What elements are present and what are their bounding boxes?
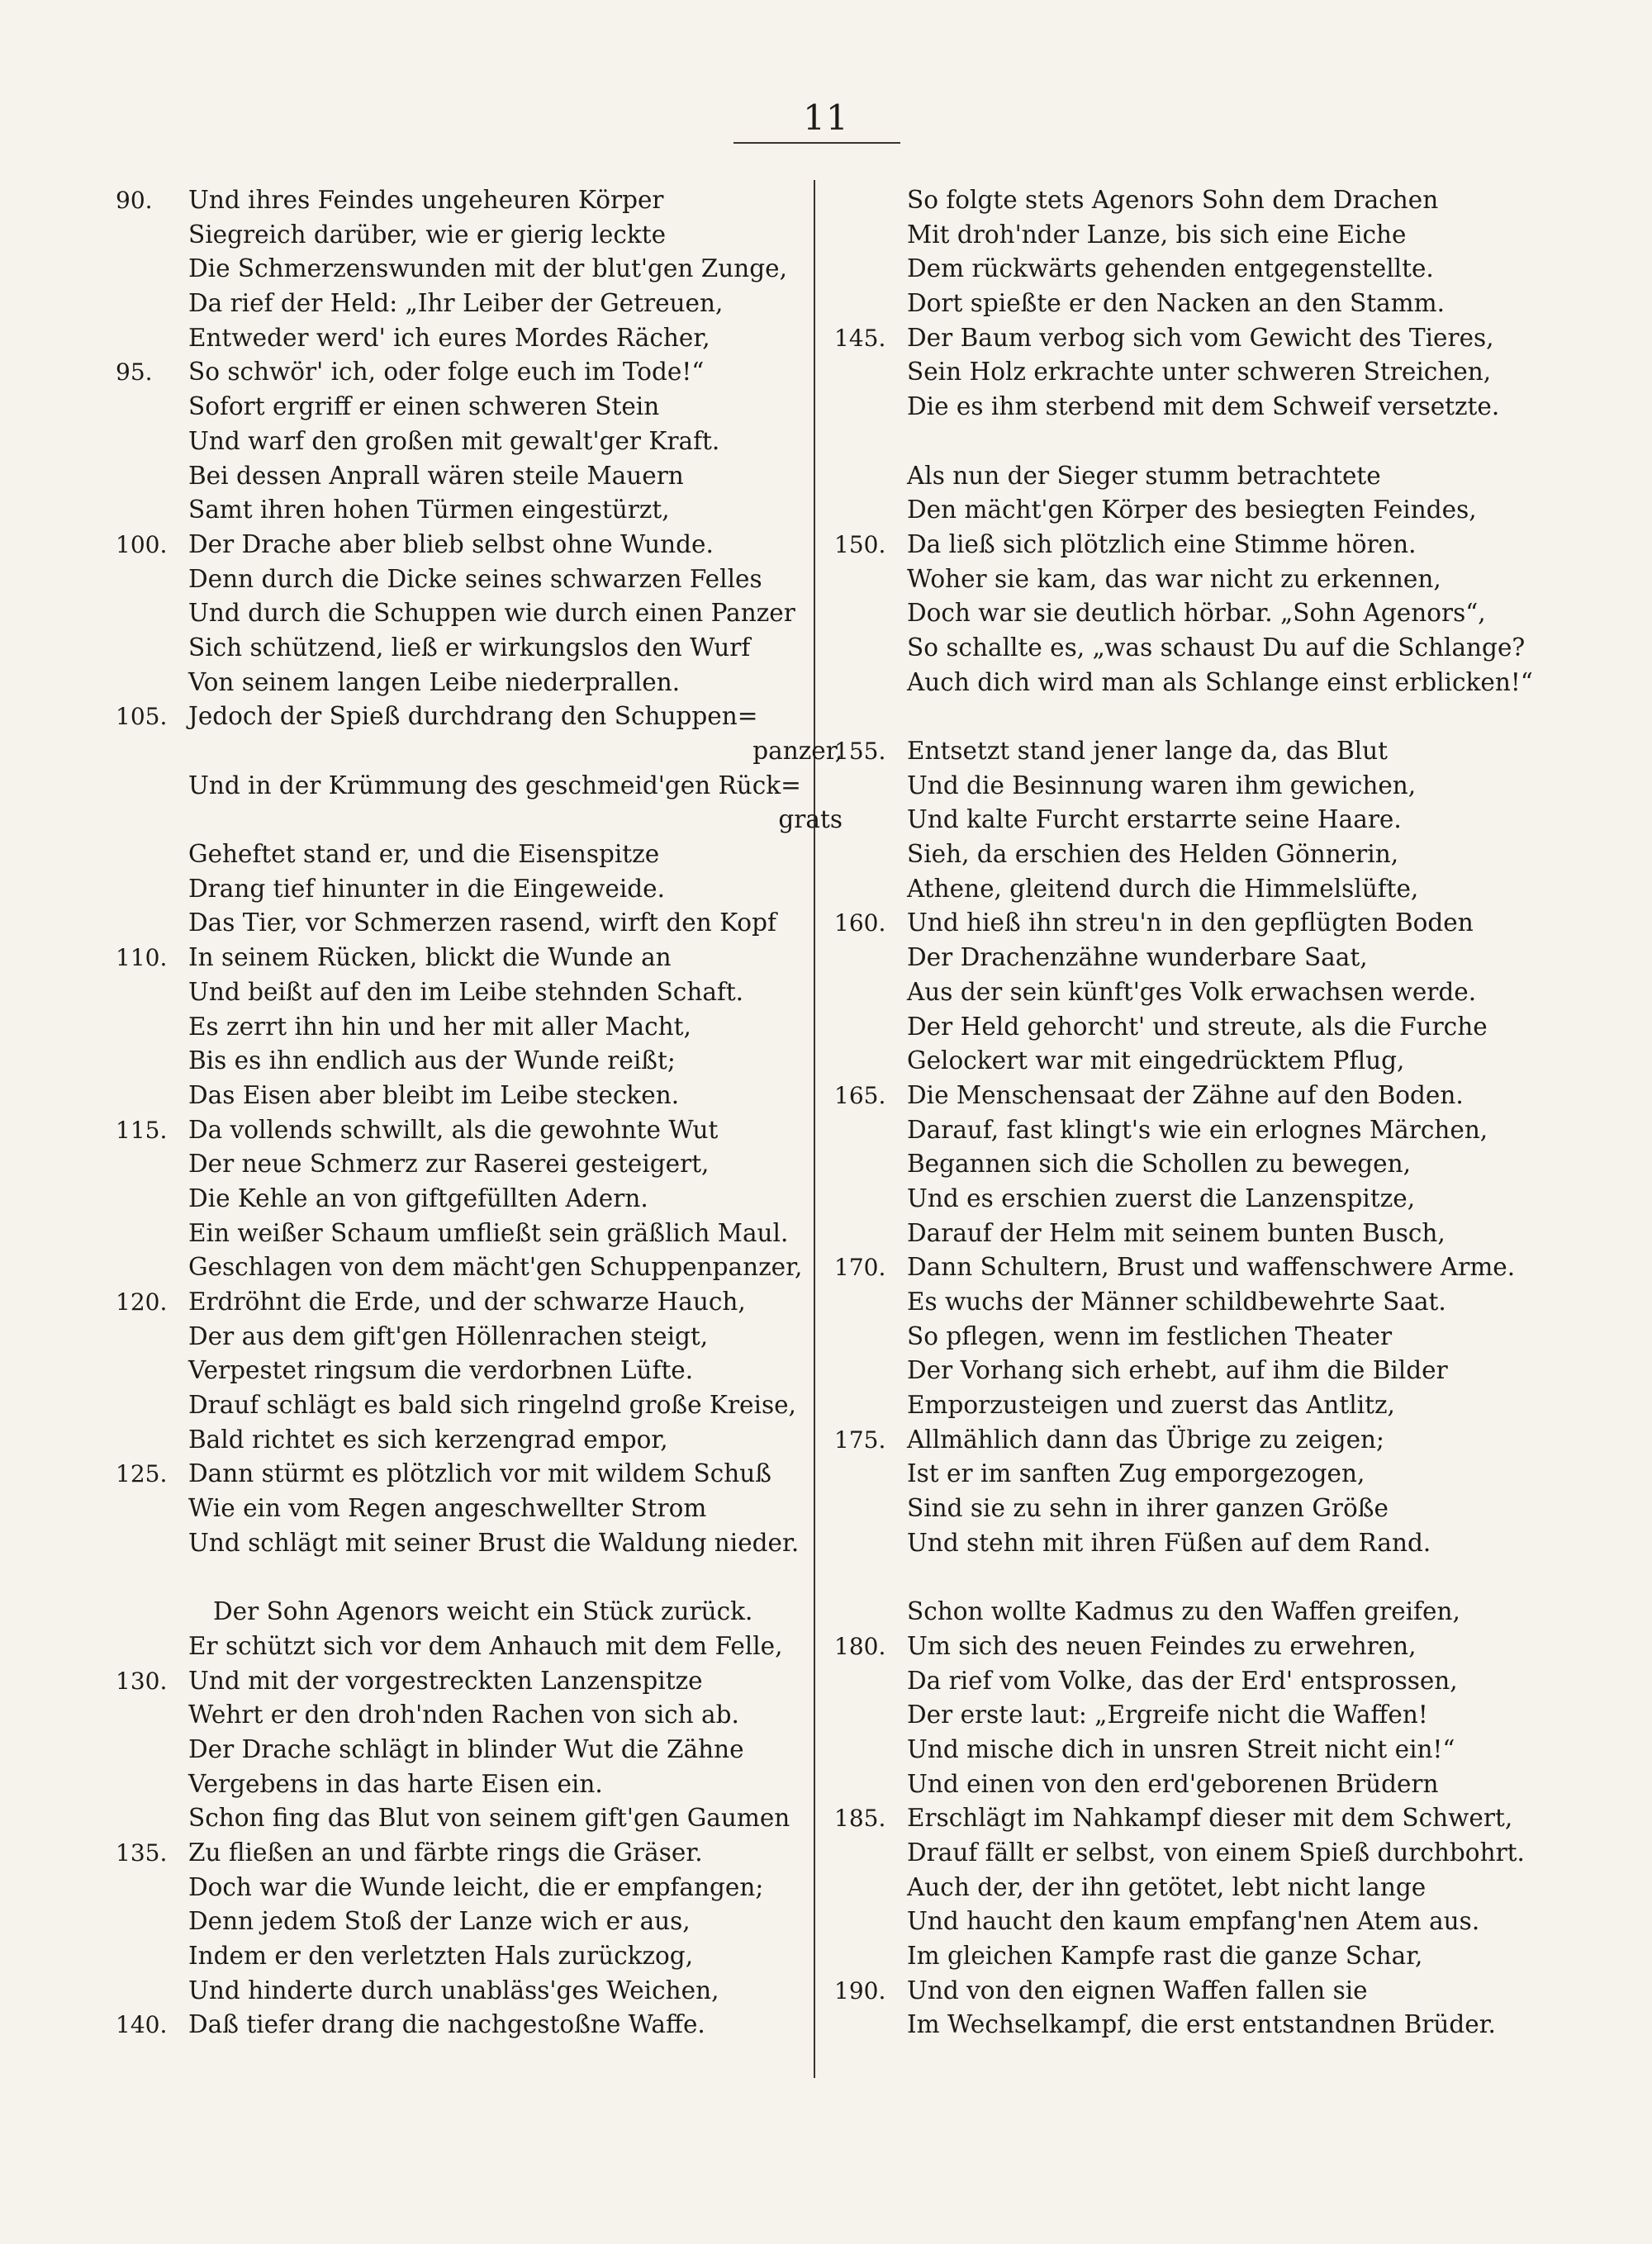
verse-text: Im gleichen Kampfe rast die ganze Schar,: [907, 1942, 1423, 1971]
verse-line: [116, 906, 843, 941]
verse-text: Wie ein vom Regen angeschwellter Strom: [188, 1494, 707, 1523]
stanza-break: [834, 1561, 1545, 1596]
verse-text: Der Vorhang sich erhebt, auf ihm die Bilder: [907, 1356, 1448, 1385]
verse-text: Indem er den verletzten Hals zurückzog,: [188, 1942, 694, 1971]
verse-text: Und stehn mit ihren Füßen auf dem Rand.: [907, 1528, 1431, 1557]
verse-text: Bald richtet es sich kerzengrad empor,: [188, 1425, 668, 1454]
verse-text: Und von den eignen Waffen fallen sie: [907, 1976, 1368, 2004]
verse-text: Vergebens in das harte Eisen ein.: [188, 1769, 603, 1798]
line-number: 140.: [116, 2011, 168, 2039]
line-number: 150.: [834, 530, 886, 558]
verse-text: Im Wechselkampf, die erst entstandnen Brüder.: [907, 2010, 1496, 2039]
verse-text: Und einen von den erd'geborenen Brüdern: [907, 1769, 1439, 1798]
verse-line: [834, 1320, 1545, 1354]
verse-text: Der Drachenzähne wunderbare Saat,: [907, 943, 1368, 972]
verse-line: [834, 218, 1545, 253]
verse-line: [116, 1250, 843, 1285]
verse-line: [834, 872, 1545, 907]
stanza-break: [834, 700, 1545, 734]
verse-line: [116, 1871, 843, 1905]
left-column: [116, 183, 843, 2042]
verse-text: Der erste laut: „Ergreife nicht die Waffen!: [907, 1701, 1428, 1729]
verse-text: Da vollends schwillt, als die gewohnte Wut: [188, 1115, 719, 1144]
verse-text: Der Held gehorcht' und streute, als die Furche: [907, 1012, 1488, 1041]
verse-text: Siegreich darüber, wie er gierig leckte: [188, 220, 667, 249]
verse-line: [834, 1113, 1545, 1148]
verse-text: So schwör' ich, oder folge euch im Tode!“: [188, 358, 705, 387]
verse-line: [834, 1836, 1545, 1871]
verse-text: Von seinem langen Leibe niederprallen.: [188, 667, 681, 696]
verse-line: [834, 1767, 1545, 1802]
verse-line: [834, 252, 1545, 287]
verse-text: Und haucht den kaum empfang'nen Atem aus.: [907, 1907, 1480, 1936]
verse-text: Erschlägt im Nahkampf dieser mit dem Schwert,: [907, 1804, 1513, 1833]
verse-line: [834, 837, 1545, 872]
verse-text: Und durch die Schuppen wie durch einen Panzer: [188, 599, 795, 628]
page-number: 11: [803, 97, 849, 138]
verse-line: [834, 941, 1545, 975]
verse-text: Bis es ihn endlich aus der Wunde reißt;: [188, 1046, 676, 1075]
verse-line: [116, 872, 843, 907]
verse-line: [834, 1595, 1545, 1630]
verse-line: [834, 1388, 1545, 1423]
verse-text: Der Drache schlägt in blinder Wut die Zähne: [188, 1734, 744, 1763]
verse-line: [116, 287, 843, 321]
line-number: 165.: [834, 1081, 886, 1109]
line-number: 115.: [116, 1116, 168, 1144]
verse-line: [116, 1801, 843, 1836]
verse-text: Geheftet stand er, und die Eisenspitze: [188, 840, 660, 869]
verse-line: [834, 1905, 1545, 1939]
verse-line: [834, 1526, 1545, 1561]
verse-line: [834, 1044, 1545, 1079]
verse-text: Athene, gleitend durch die Himmelslüfte,: [907, 874, 1419, 903]
verse-line: [116, 1457, 843, 1492]
verse-text: Da rief vom Volke, das der Erd' entsprossen,: [907, 1666, 1458, 1695]
verse-text: Und mische dich in unsren Streit nicht ein!“: [907, 1734, 1455, 1763]
verse-text: Und in der Krümmung des geschmeid'gen Rück=: [188, 771, 801, 799]
verse-text: Die es ihm sterbend mit dem Schweif versetzte.: [907, 392, 1500, 421]
verse-line: [116, 1079, 843, 1113]
verse-text: Den mächt'gen Körper des besiegten Feindes,: [907, 496, 1477, 524]
verse-line: [834, 1801, 1545, 1836]
line-number: 130.: [116, 1667, 168, 1695]
verse-line: [116, 218, 843, 253]
verse-text: Als nun der Sieger stumm betrachtete: [907, 461, 1381, 490]
verse-text: Doch war die Wunde leicht, die er empfangen;: [188, 1872, 764, 1901]
verse-line: [116, 1147, 843, 1182]
verse-text: Es zerrt ihn hin und her mit aller Macht,: [188, 1012, 691, 1041]
verse-text: Sind sie zu sehn in ihrer ganzen Größe: [907, 1494, 1389, 1523]
verse-line: [834, 355, 1545, 390]
verse-line: [116, 425, 843, 459]
verse-text: Doch war sie deutlich hörbar. „Sohn Agenors“,: [907, 599, 1486, 628]
verse-line: [116, 1698, 843, 1733]
verse-text: Sich schützend, ließ er wirkungslos den Wurf: [188, 633, 751, 662]
verse-line: [834, 975, 1545, 1010]
verse-line: [834, 1664, 1545, 1699]
verse-text: Sein Holz erkrachte unter schweren Streichen,: [907, 358, 1492, 387]
verse-text: So folgte stets Agenors Sohn dem Drachen: [907, 186, 1439, 214]
verse-line: [116, 355, 843, 390]
verse-line: [116, 1767, 843, 1802]
line-number: 100.: [116, 530, 168, 558]
verse-text: Und kalte Furcht erstarrte seine Haare.: [907, 805, 1402, 834]
line-number: 135.: [116, 1839, 168, 1867]
line-number: 145.: [834, 324, 886, 352]
verse-text: Ist er im sanften Zug emporgezogen,: [907, 1459, 1365, 1488]
verse-line: [834, 1250, 1545, 1285]
verse-line: [116, 493, 843, 528]
verse-line: [116, 1217, 843, 1251]
verse-text: grats: [778, 805, 843, 834]
verse-line: [116, 1354, 843, 1388]
verse-text: Daß tiefer drang die nachgestoßne Waffe.: [188, 2010, 705, 2039]
verse-line: [116, 837, 843, 872]
verse-text: Geschlagen von dem mächt'gen Schuppenpanzer,: [188, 1253, 803, 1282]
verse-text: In seinem Rücken, blickt die Wunde an: [188, 943, 672, 972]
verse-line: [116, 1974, 843, 2009]
line-number: 95.: [116, 358, 153, 387]
line-number: 105.: [116, 703, 168, 731]
stanza-break: [116, 1561, 843, 1596]
line-number: 170.: [834, 1254, 886, 1282]
verse-text: Und es erschien zuerst die Lanzenspitze,: [907, 1184, 1416, 1212]
verse-line: [116, 803, 843, 837]
verse-text: Auch der, der ihn getötet, lebt nicht lange: [907, 1872, 1427, 1901]
verse-line: [116, 1630, 843, 1664]
verse-line: [834, 1733, 1545, 1767]
verse-line: [834, 2008, 1545, 2042]
verse-text: Dort spießte er den Nacken an den Stamm.: [907, 289, 1446, 318]
line-number: 125.: [116, 1460, 168, 1488]
verse-line: [116, 1836, 843, 1871]
verse-text: Schon fing das Blut von seinem gift'gen Gaumen: [188, 1804, 790, 1833]
verse-line: [834, 1285, 1545, 1320]
verse-text: Um sich des neuen Feindes zu erwehren,: [907, 1631, 1417, 1660]
line-number: 160.: [834, 909, 886, 937]
verse-text: Die Schmerzenswunden mit der blut'gen Zunge,: [188, 254, 787, 283]
right-column: [834, 183, 1545, 2042]
verse-text: Denn durch die Dicke seines schwarzen Felles: [188, 564, 762, 593]
verse-line: [834, 596, 1545, 631]
verse-text: Das Eisen aber bleibt im Leibe stecken.: [188, 1080, 680, 1109]
verse-line: [116, 975, 843, 1010]
verse-line: [116, 631, 843, 666]
verse-line: [834, 287, 1545, 321]
verse-line: [834, 1974, 1545, 2009]
verse-text: Die Kehle an von giftgefüllten Adern.: [188, 1184, 648, 1212]
verse-text: Er schützt sich vor dem Anhauch mit dem Felle,: [188, 1631, 783, 1660]
verse-text: Es wuchs der Männer schildbewehrte Saat.: [907, 1288, 1446, 1316]
verse-text: Denn jedem Stoß der Lanze wich er aus,: [188, 1907, 691, 1936]
stanza-break: [834, 425, 1545, 459]
verse-line: [116, 1010, 843, 1045]
verse-text: Der Drache aber blieb selbst ohne Wunde.: [188, 529, 714, 558]
verse-text: So schallte es, „was schaust Du auf die Schlange?: [907, 633, 1526, 662]
verse-line: [834, 562, 1545, 597]
verse-text: Emporzusteigen und zuerst das Antlitz,: [907, 1391, 1395, 1420]
verse-text: Entweder werd' ich eures Mordes Rächer,: [188, 323, 710, 352]
verse-line: [834, 183, 1545, 218]
verse-line: [116, 1664, 843, 1699]
verse-line: [116, 1285, 843, 1320]
verse-line: [116, 1905, 843, 1939]
line-number: 180.: [834, 1632, 886, 1660]
verse-line: [116, 1320, 843, 1354]
verse-text: Jedoch der Spieß durchdrang den Schuppen=: [188, 702, 758, 731]
verse-line: [116, 252, 843, 287]
verse-line: [116, 1044, 843, 1079]
verse-text: Und die Besinnung waren ihm gewichen,: [907, 771, 1417, 799]
verse-text: Und warf den großen mit gewalt'ger Kraft.: [188, 426, 720, 455]
line-number: 185.: [834, 1805, 886, 1833]
verse-line: [116, 1939, 843, 1974]
verse-line: [834, 321, 1545, 356]
verse-line: [116, 390, 843, 425]
line-number: 110.: [116, 944, 168, 972]
verse-text: Dann stürmt es plötzlich vor mit wildem Schuß: [188, 1459, 771, 1488]
verse-text: Dann Schultern, Brust und waffenschwere Arme.: [907, 1253, 1516, 1282]
verse-text: Der aus dem gift'gen Höllenrachen steigt,: [188, 1321, 709, 1350]
verse-text: Auch dich wird man als Schlange einst erblicken!“: [907, 667, 1533, 696]
verse-text: Darauf, fast klingt's wie ein erlognes Märchen,: [907, 1115, 1488, 1144]
verse-text: Und schlägt mit seiner Brust die Waldung nieder.: [188, 1528, 800, 1557]
verse-line: [834, 1457, 1545, 1492]
verse-text: Bei dessen Anprall wären steile Mauern: [188, 461, 684, 490]
verse-line: [116, 183, 843, 218]
verse-line: [834, 1147, 1545, 1182]
verse-text: Da rief der Held: „Ihr Leiber der Getreuen,: [188, 289, 724, 318]
verse-line: [116, 1182, 843, 1217]
verse-line: [834, 734, 1545, 769]
verse-line: [834, 1871, 1545, 1905]
line-number: 190.: [834, 1976, 886, 2004]
line-number: 120.: [116, 1288, 168, 1316]
verse-line: [116, 459, 843, 494]
verse-text: Und beißt auf den im Leibe stehnden Schaft.: [188, 977, 744, 1006]
verse-line: [834, 666, 1545, 700]
line-number: 155.: [834, 738, 886, 765]
verse-text: Drauf schlägt es bald sich ringelnd große Kreise,: [188, 1391, 796, 1420]
verse-line: [834, 528, 1545, 562]
verse-line: [116, 734, 843, 769]
verse-text: Entsetzt stand jener lange da, das Blut: [907, 737, 1388, 765]
verse-line: [116, 1595, 843, 1630]
verse-text: Schon wollte Kadmus zu den Waffen greifen,: [907, 1597, 1460, 1626]
verse-text: Das Tier, vor Schmerzen rasend, wirft den Kopf: [188, 909, 776, 937]
verse-line: [834, 906, 1545, 941]
verse-line: [834, 1939, 1545, 1974]
verse-line: [116, 1526, 843, 1561]
verse-text: Zu fließen an und färbte rings die Gräser.: [188, 1838, 703, 1867]
verse-line: [116, 1492, 843, 1526]
verse-text: Die Menschensaat der Zähne auf den Boden.: [907, 1080, 1464, 1109]
verse-text: Der Sohn Agenors weicht ein Stück zurück.: [213, 1597, 753, 1626]
verse-line: [116, 562, 843, 597]
verse-line: [116, 941, 843, 975]
verse-text: Ein weißer Schaum umfließt sein gräßlich Maul.: [188, 1218, 789, 1247]
verse-line: [116, 528, 843, 562]
verse-text: Gelockert war mit eingedrücktem Pflug,: [907, 1046, 1405, 1075]
verse-text: Darauf der Helm mit seinem bunten Busch,: [907, 1218, 1446, 1247]
verse-text: Verpestet ringsum die verdorbnen Lüfte.: [188, 1356, 694, 1385]
verse-text: panzer,: [752, 737, 843, 765]
verse-line: [116, 596, 843, 631]
verse-text: Drang tief hinunter in die Eingeweide.: [188, 874, 666, 903]
verse-text: Mit droh'nder Lanze, bis sich eine Eiche: [907, 220, 1407, 249]
verse-line: [834, 1010, 1545, 1045]
verse-text: Da ließ sich plötzlich eine Stimme hören.: [907, 529, 1417, 558]
verse-line: [834, 1423, 1545, 1458]
verse-line: [834, 493, 1545, 528]
verse-line: [834, 1354, 1545, 1388]
verse-line: [834, 1217, 1545, 1251]
verse-text: Und hinderte durch unabläss'ges Weichen,: [188, 1976, 719, 2004]
verse-line: [834, 769, 1545, 804]
page-number-rule: [733, 142, 900, 144]
verse-line: [834, 1182, 1545, 1217]
verse-text: Aus der sein künft'ges Volk erwachsen werde.: [907, 977, 1477, 1006]
verse-line: [116, 1423, 843, 1458]
verse-line: [834, 1698, 1545, 1733]
verse-text: So pflegen, wenn im festlichen Theater: [907, 1321, 1393, 1350]
verse-text: Samt ihren hohen Türmen eingestürzt,: [188, 496, 670, 524]
verse-line: [116, 1388, 843, 1423]
verse-line: [116, 2008, 843, 2042]
verse-text: Erdröhnt die Erde, und der schwarze Hauch,: [188, 1288, 746, 1316]
verse-line: [834, 631, 1545, 666]
verse-text: Drauf fällt er selbst, von einem Spieß durchbohrt.: [907, 1838, 1525, 1867]
verse-text: Sofort ergriff er einen schweren Stein: [188, 392, 660, 421]
verse-text: Und mit der vorgestreckten Lanzenspitze: [188, 1666, 703, 1695]
verse-line: [116, 769, 843, 804]
verse-text: Allmählich dann das Übrige zu zeigen;: [907, 1425, 1384, 1454]
verse-text: Woher sie kam, das war nicht zu erkennen,: [907, 564, 1441, 593]
verse-line: [116, 1113, 843, 1148]
verse-line: [834, 803, 1545, 837]
verse-line: [116, 1733, 843, 1767]
verse-text: Begannen sich die Schollen zu bewegen,: [907, 1150, 1411, 1179]
verse-line: [834, 1492, 1545, 1526]
line-number: 175.: [834, 1426, 886, 1454]
verse-text: Der neue Schmerz zur Raserei gesteigert,: [188, 1150, 710, 1179]
verse-text: Sieh, da erschien des Helden Gönnerin,: [907, 840, 1399, 869]
verse-text: Wehrt er den droh'nden Rachen von sich ab.: [188, 1701, 739, 1729]
verse-line: [116, 666, 843, 700]
verse-line: [834, 1079, 1545, 1113]
verse-line: [834, 1630, 1545, 1664]
verse-line: [834, 390, 1545, 425]
verse-line: [834, 459, 1545, 494]
verse-text: Der Baum verbog sich vom Gewicht des Tieres,: [907, 323, 1494, 352]
line-number: 90.: [116, 187, 153, 214]
verse-text: Und ihres Feindes ungeheuren Körper: [188, 186, 664, 214]
verse-text: Und hieß ihn streu'n in den gepflügten Boden: [907, 909, 1474, 937]
verse-line: [116, 321, 843, 356]
verse-line: [116, 700, 843, 734]
verse-text: Dem rückwärts gehenden entgegenstellte.: [907, 254, 1434, 283]
